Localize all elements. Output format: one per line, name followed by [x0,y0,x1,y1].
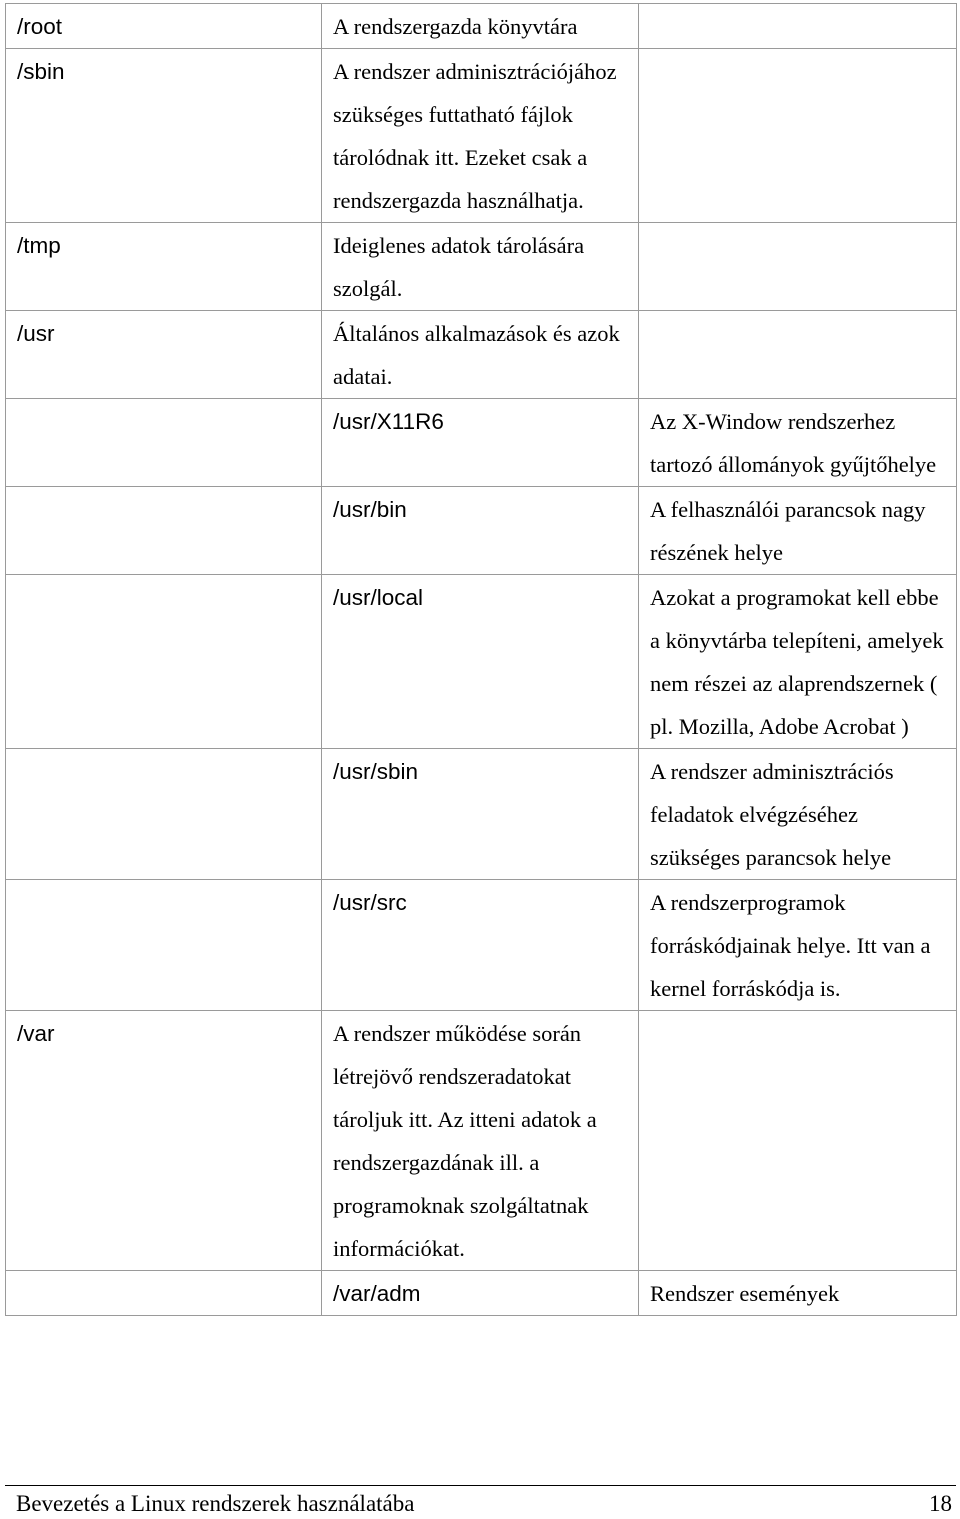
dir-path [6,487,322,575]
subdir-path: /usr/X11R6 [322,399,639,487]
table-row [6,487,957,575]
table-row [6,49,957,223]
sub-description [639,4,957,49]
dir-description: A rendszer adminisztrációjához szükséges futtatható fájlok tárolódnak itt. Ezeket csak a rendszergazda használhatja. [322,49,639,223]
dir-path [6,399,322,487]
dir-description: A rendszer működése során létrejövő rendszeradatokat tároljuk itt. Az itteni adatok a rendszergazdának ill. a programoknak szolgáltatnak információkat. [322,1011,639,1271]
subdir-path: /usr/local [322,575,639,749]
sub-description [639,311,957,399]
sub-description [639,49,957,223]
table-row [6,1271,957,1316]
table-row [6,223,957,311]
sub-description: Az X-Window rendszerhez tartozó állományok gyűjtőhelye [639,399,957,487]
dir-description: Általános alkalmazások és azok adatai. [322,311,639,399]
table-row [6,880,957,1011]
dir-path [6,1271,322,1316]
sub-description [639,223,957,311]
table-row [6,1011,957,1271]
table-row [6,399,957,487]
table-row [6,749,957,880]
dir-path [6,575,322,749]
page-number: 18 [929,1491,952,1516]
table-row [6,4,957,49]
sub-description [639,1011,957,1271]
dir-path: /var [6,1011,322,1271]
sub-description: A rendszer adminisztrációs feladatok elvégzéséhez szükséges parancsok helye [639,749,957,880]
subdir-path: /var/adm [322,1271,639,1316]
footer-title: Bevezetés a Linux rendszerek használatába [16,1491,415,1516]
dir-path: /tmp [6,223,322,311]
subdir-path: /usr/src [322,880,639,1011]
dir-path [6,749,322,880]
dir-description: Ideiglenes adatok tárolására szolgál. [322,223,639,311]
sub-description: Azokat a programokat kell ebbe a könyvtárba telepíteni, amelyek nem részei az alaprendszernek ( pl. Mozilla, Adobe Acrobat ) [639,575,957,749]
dir-path: /usr [6,311,322,399]
subdir-path: /usr/sbin [322,749,639,880]
footer-divider [5,1485,956,1486]
dir-path: /sbin [6,49,322,223]
dir-path [6,880,322,1011]
directory-table [5,3,957,1316]
table-row [6,575,957,749]
subdir-path: /usr/bin [322,487,639,575]
dir-path: /root [6,4,322,49]
sub-description: A felhasználói parancsok nagy részének helye [639,487,957,575]
table-row [6,311,957,399]
sub-description: Rendszer események [639,1271,957,1316]
dir-description: A rendszergazda könyvtára [322,4,639,49]
sub-description: A rendszerprogramok forráskódjainak helye. Itt van a kernel forráskódja is. [639,880,957,1011]
